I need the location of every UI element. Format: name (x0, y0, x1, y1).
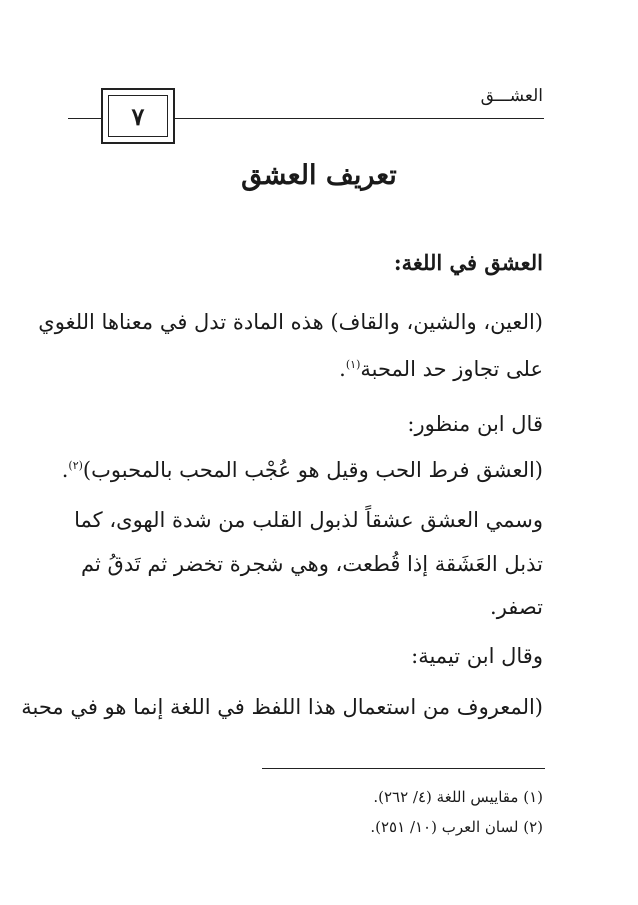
paragraph-1-line-1: (العين، والشين، والقاف) هذه المادة تدل في معناها اللغوي (38, 310, 543, 334)
footnote-rule (262, 768, 545, 769)
paragraph-1-line-2-text: على تجاوز حد المحبة (360, 357, 543, 381)
paragraph-3-line-2: تذبل العَشَقة إذا قُطعت، وهي شجرة تخضر ثم تَدقُ ثم (81, 552, 543, 576)
section-heading: العشق في اللغة: (393, 250, 543, 275)
paragraph-3-line-3: تصفر. (490, 595, 543, 619)
quote-1 (62, 458, 543, 482)
footnote-2 (370, 818, 543, 836)
footnote-2-number: (٢) (523, 818, 543, 836)
paragraph-1-line-2-end: . (339, 357, 346, 381)
running-title: العشـــق (480, 86, 543, 106)
paragraph-1-line-2 (339, 357, 543, 381)
page-number: ٧ (108, 95, 168, 137)
footnote-2-text: لسان العرب (١٠/ ٢٥١). (370, 818, 519, 836)
paragraph-2-line-1: قال ابن منظور: (407, 412, 543, 436)
paragraph-3-line-1: وسمي العشق عشقاً لذبول القلب من شدة الهوى، كما (74, 508, 543, 532)
footnote-ref-2: (٢) (68, 459, 83, 472)
footnote-1 (373, 788, 543, 806)
quote-1-end: . (61, 458, 69, 482)
footnote-ref-1: (١) (345, 358, 361, 371)
page-title: تعريف العشق (241, 160, 397, 191)
footnote-1-number: (١) (523, 788, 543, 806)
paragraph-4-line-1: وقال ابن تيمية: (411, 644, 543, 668)
quote-1-text: (العشق فرط الحب وقيل هو عُجْب المحب بالمحبوب) (82, 458, 543, 482)
page-number-box (101, 88, 175, 144)
footnote-1-text: مقاييس اللغة (٤/ ٢٦٢). (373, 788, 519, 806)
paragraph-5-line-1: (المعروف من استعمال هذا اللفظ في اللغة إنما هو في محبة (21, 695, 543, 719)
